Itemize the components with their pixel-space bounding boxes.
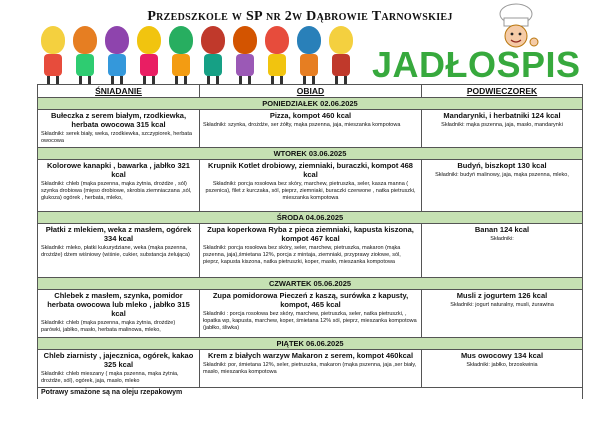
kid-figure-icon	[326, 26, 356, 84]
column-header-lunch: OBIAD	[200, 85, 422, 98]
day-label: ŚRODA 04.06.2025	[38, 212, 583, 224]
meal-row	[38, 160, 583, 212]
kid-figure-icon	[38, 26, 68, 84]
lunch-cell	[200, 350, 422, 388]
breakfast-cell	[38, 160, 200, 212]
footer-note: Potrawy smażone są na oleju rzepakowym	[38, 388, 583, 400]
meal-row	[38, 290, 583, 338]
snack-cell	[422, 350, 583, 388]
menu-table	[37, 84, 583, 399]
day-label: WTOREK 03.06.2025	[38, 148, 583, 160]
day-label: PONIEDZIAŁEK 02.06.2025	[38, 98, 583, 110]
ingredients: Składniki : porcja rosołowa bez skóry, marchew, pietruszka, seler, natka pietruszki, , łopatka wp, kapusta, marchew, koper, śmietana 12% sól, pieprz, mieszanka kompotowa (jabłko, śliwka)	[203, 311, 417, 331]
dish-name: Banan 124 kcal	[474, 225, 530, 234]
menu-logo-text: JADŁOSPIS	[372, 44, 581, 85]
kid-figure-icon	[198, 26, 228, 84]
day-row	[38, 212, 583, 224]
ingredients: Składniki: porcja rosołowa bez skóry, marchew, pietruszka, seler, kasza manna ( pszenica), filet z kurczaka, sól, pieprz, ziemniaki, buraczki czerwone , natka pietruszki, mieszanka kompotowa	[205, 181, 416, 201]
column-header-snack: PODWIECZOREK	[422, 85, 583, 98]
ingredients: Składniki: chleb mieszany ( mąka pszenna, mąka żytnia, drożdże, sól), ogórek, jaja, masło, mleko	[41, 371, 179, 384]
dish-name: Zupa koperkowa Ryba z pieca ziemniaki, kapusta kiszona, kompot 467 kcal	[207, 225, 414, 243]
kid-figure-icon	[134, 26, 164, 84]
dish-name: Budyń, biszkopt 130 kcal	[457, 161, 547, 170]
column-header-breakfast: ŚNIADANIE	[38, 85, 200, 98]
footer-row	[38, 388, 583, 400]
ingredients: Składniki: budyń malinowy, jaja, mąka pszenna, mleko,	[435, 172, 569, 178]
ingredients: Składniki: porcja rosołowa bez skóry, seler, marchew, pietruszka, makaron (mąka pszenna, jaja),śmietana 12%, porcja z mintaja, ziemniaki, przyprawy ziołowe, sól, pieprz, kapusta kiszona, natka pietruszki, koper, masło, mieszanka kompotowa	[203, 245, 401, 265]
kid-figure-icon	[230, 26, 260, 84]
kid-figure-icon	[294, 26, 324, 84]
table-header-row	[38, 85, 583, 98]
dish-name: Krupnik Kotlet drobiowy, ziemniaki, buraczki, kompot 468 kcal	[208, 161, 413, 179]
ingredients: Składniki: mleko, płatki kukurydziane, weka (mąka pszenna, drożdże) dżem wiśniowy (wiśnie, cukier, substancja żelująca)	[41, 245, 190, 258]
dish-name: Płatki z mlekiem, weka z masłem, ogórek 334 kcal	[45, 225, 192, 243]
ingredients: Składniki: jabłko, brzoskwinia	[466, 362, 538, 368]
day-row	[38, 278, 583, 290]
dish-name: Pizza, kompot 460 kcal	[269, 111, 352, 120]
snack-cell	[422, 290, 583, 338]
dish-name: Musli z jogurtem 126 kcal	[456, 291, 548, 300]
dish-name: Zupa pomidorowa Pieczeń z kaszą, surówka z kapusty, kompot, 465 kcal	[212, 291, 409, 309]
ingredients: Składniki: mąka pszenna, jaja, masło, mandarynki	[441, 122, 563, 128]
dish-name: Bułeczka z serem białym, rzodkiewka, herbata owocowa 315 kcal	[50, 111, 187, 129]
ingredients: Składniki: szynka, drożdże, ser żółty, mąka pszenna, jaja, mieszanka kompotowa	[203, 122, 401, 128]
ingredients: Składniki: chleb (mąka pszenna, mąka żytnia, drożdże , sól) szynka drobiowa (mięso drobiowe, skrobia ziemniaczana ,sól, glukoza) ogórek , herbata, mleko,	[41, 181, 192, 201]
dish-name: Mandarynki, i herbatniki 124 kcal	[443, 111, 561, 120]
breakfast-cell	[38, 224, 200, 278]
meal-row	[38, 110, 583, 148]
kid-figure-icon	[102, 26, 132, 84]
ingredients: Składniki: chleb (mąka pszenna, mąka żytnia, drożdże) parówki, jabłko, masło, herbata malinowa, mleko,	[41, 320, 176, 333]
meal-row	[38, 350, 583, 388]
meal-row	[38, 224, 583, 278]
dish-name: Chlebek z masłem, szynka, pomidor herbata owocowa lub mleko , jabłko 315 kcal	[47, 291, 190, 318]
kids-illustration	[38, 26, 358, 88]
ingredients: Składniki: jogurt naturalny, musli, żurawina	[450, 302, 554, 308]
lunch-cell	[200, 224, 422, 278]
day-row	[38, 148, 583, 160]
ingredients: Składniki:	[490, 236, 514, 242]
ingredients: Składniki: serek biały, weka, rzodkiewka, szczypiorek, herbata owocowa	[41, 131, 192, 144]
snack-cell	[422, 110, 583, 148]
breakfast-cell	[38, 290, 200, 338]
day-label: CZWARTEK 05.06.2025	[38, 278, 583, 290]
page-title: Przedszkole w SP nr 2w Dąbrowie Tarnowskiej	[147, 9, 453, 24]
snack-cell	[422, 160, 583, 212]
dish-name: Krem z białych warzyw Makaron z serem, kompot 460kcal	[207, 351, 414, 360]
dish-name: Mus owocowy 134 kcal	[460, 351, 544, 360]
ingredients: Składniki: por, śmietana 12%, seler, pietruszka, makaron (mąka pszenna, jaja ,ser biały, masło, mieszanka kompotowa	[203, 362, 417, 375]
dish-name: Kolorowe kanapki , bawarka , jabłko 321 kcal	[47, 161, 190, 179]
breakfast-cell	[38, 350, 200, 388]
day-label: PIĄTEK 06.06.2025	[38, 338, 583, 350]
day-row	[38, 98, 583, 110]
snack-cell	[422, 224, 583, 278]
dish-name: Chleb ziarnisty , jajecznica, ogórek, kakao 325 kcal	[43, 351, 194, 369]
kid-figure-icon	[166, 26, 196, 84]
kid-figure-icon	[262, 26, 292, 84]
day-row	[38, 338, 583, 350]
breakfast-cell	[38, 110, 200, 148]
lunch-cell	[200, 290, 422, 338]
kid-figure-icon	[70, 26, 100, 84]
lunch-cell	[200, 160, 422, 212]
lunch-cell	[200, 110, 422, 148]
